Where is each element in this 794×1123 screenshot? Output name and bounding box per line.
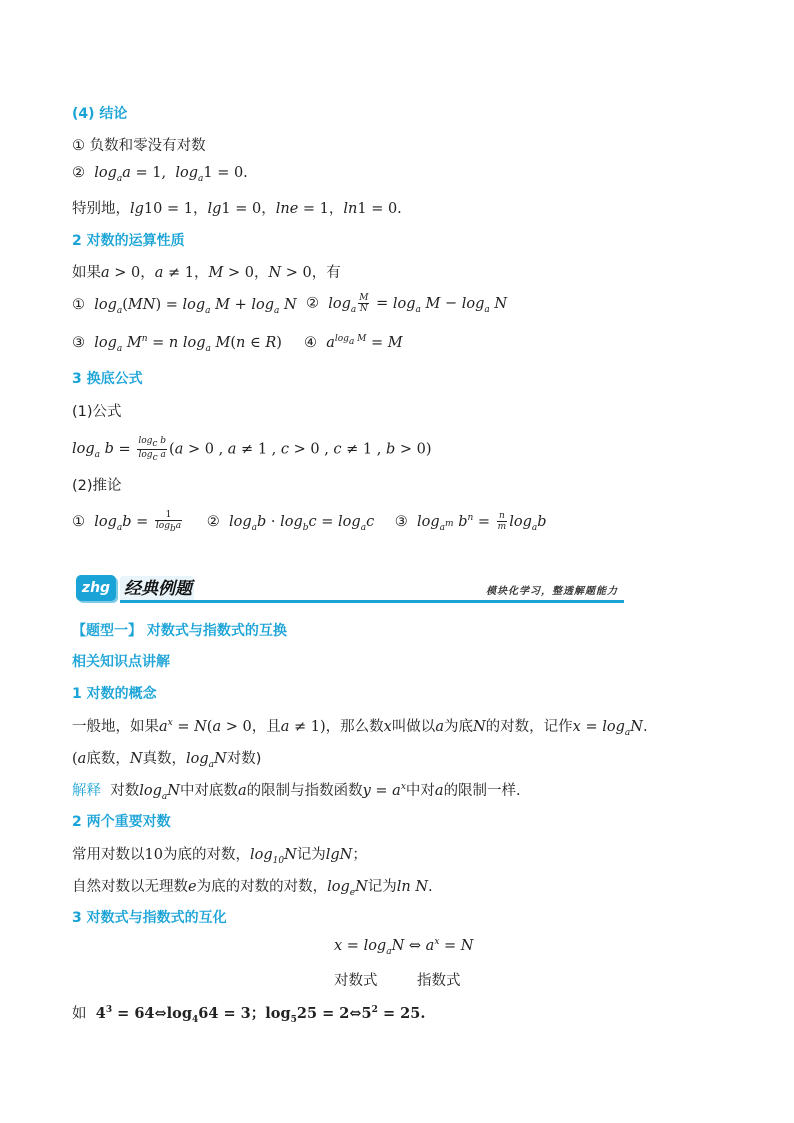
cond-prefix: 如果 <box>72 265 101 281</box>
explain-c: 的限制与指数函数 <box>246 783 363 799</box>
example-line: 如 $4^3$ = $64\Leftrightarrow\log_464 = 3$；$\log_525$ = $2\Leftrightarrow 5^2 = 25$. <box>72 1005 426 1025</box>
item-marker: ② <box>72 165 85 181</box>
change-of-base-formula: $\log_a b$ = $\frac{\log_c b}{\log_c a}$ (a > 0 , a ≠ 1 , c > 0 , c ≠ 1 , b > 0) <box>72 436 432 463</box>
common-b: 为底的对数， <box>162 847 250 863</box>
example-prefix: 如 <box>72 1006 87 1022</box>
notation-note: (a底数，N真数，$\log_aN$对数) <box>72 751 262 770</box>
section-banner <box>76 572 624 606</box>
def-mid3: 为底 <box>443 719 473 735</box>
formula-label: (1)公式 <box>72 404 122 420</box>
def-mid4: 的对数，记作 <box>485 719 573 735</box>
explain-d: 中对 <box>405 783 435 799</box>
log-definition: 一般地，如果$a^x = N(a > 0$，且a ≠ 1)，那么数x叫做以a为底N的对数，记作$x = \log_aN$. <box>72 718 648 738</box>
explanation: 解释 对数$\log_aN$中对底数a的限制与指数函数$y = a^x$中对a的限制一样. <box>72 782 521 802</box>
property-4: ④ $a^{log_a M} = M$ <box>304 334 403 351</box>
corollary-label: (2)推论 <box>72 478 122 494</box>
common-log: 常用对数以10为底的对数，$\log_{10}N$记为lgN； <box>72 847 367 866</box>
log-note: 对数) <box>226 751 262 767</box>
natural-log: 自然对数以无理数e为底的对数的对数，$\log_eN$记为ln N. <box>72 879 433 898</box>
cond-suffix: ，有 <box>311 265 341 281</box>
explain-e: 的限制一样. <box>443 783 521 799</box>
conclusion-item-1: ① 负数和零没有对数 <box>72 138 206 154</box>
explain-a: 对数 <box>110 783 140 799</box>
conditions: 如果a > 0，a ≠ 1，M > 0，N > 0，有 <box>72 265 341 281</box>
common-c: 记为 <box>296 847 326 863</box>
property-3: ③ $\log_a M^n = n$ $\log_a M(n$ ∈ R) <box>72 334 282 354</box>
log-form-label: 对数式 <box>334 973 378 989</box>
banner-slogan: 模块化学习，整透解题能力 <box>486 586 618 597</box>
special-prefix: 特别地， <box>72 201 130 217</box>
natural-c: 记为 <box>367 879 397 895</box>
special-cases: 特别地，lg10 = 1，lg1 = 0，lne = 1，ln1 = 0. <box>72 201 402 217</box>
section-change-of-base: 3 换底公式 <box>72 371 143 387</box>
natural-a: 自然对数以无理数 <box>72 879 188 895</box>
banner-rule <box>120 600 624 603</box>
def-mid2: 叫做以 <box>391 719 436 735</box>
base-note: 底数， <box>86 751 130 767</box>
conclusion-item-2: ② $\log_aa = 1$, $\log_a1 = 0$. <box>72 165 248 184</box>
def-mid: ，那么数 <box>325 719 384 735</box>
explain-b: 中对底数 <box>179 783 238 799</box>
true-note: 真数， <box>142 751 187 767</box>
section-operation-properties: 2 对数的运算性质 <box>72 233 185 249</box>
natural-b: 为底的对数的对数， <box>196 879 328 895</box>
section-conclusion-heading: (4) 结论 <box>72 106 128 122</box>
def-prefix: 一般地，如果 <box>72 719 159 735</box>
question-type-1-heading: 【题型一】 对数式与指数式的互换 <box>72 623 287 639</box>
corollaries: ① $\log_ab$ = $\frac{1}{\log_ba}$ ② $\log_ab \cdot \log_bc = \log_ac$ ③ $\log_{a^m} b^n$ = $\frac{n}{m}$ $\log_ab$ <box>72 510 547 534</box>
exp-form-label: 指数式 <box>417 973 461 989</box>
related-knowledge-heading: 相关知识点讲解 <box>72 654 170 670</box>
banner-logo: zhg <box>76 575 116 601</box>
explain-label: 解释 <box>72 783 101 799</box>
conversion-heading: 3 对数式与指数式的互化 <box>72 910 227 926</box>
property-1: ① $\log_a(MN) = \log_a M + \log_a N$ <box>72 297 297 316</box>
two-important-logs-heading: 2 两个重要对数 <box>72 814 171 830</box>
banner-title: 经典例题 <box>120 576 194 602</box>
conversion-formula: $x = \log_aN$ ⇔ $a^x = N$ <box>334 937 474 957</box>
concept-heading: 1 对数的概念 <box>72 686 157 702</box>
property-2: ② $\log_a$ $\frac{M}{N}$ = $\log_a M - \log_a N$ <box>306 293 508 315</box>
common-a: 常用对数以 <box>72 847 145 863</box>
